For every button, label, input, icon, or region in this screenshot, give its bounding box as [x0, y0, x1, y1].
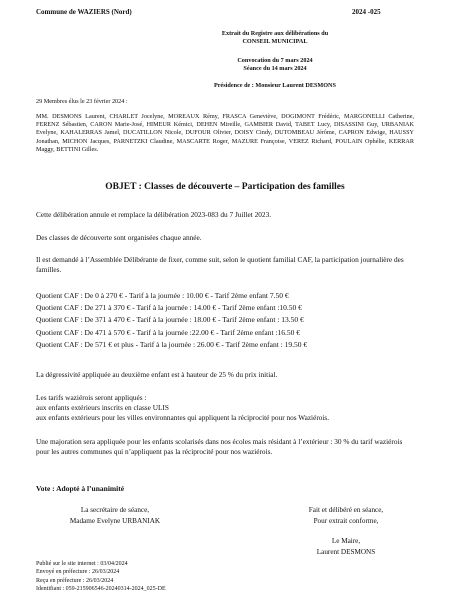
secretary-title: La secrétaire de séance,	[80, 506, 150, 514]
mayor-signature-block	[286, 505, 406, 557]
paragraph-demande: Il est demandé à l’Assemblée Délibérante de fixer, comme suit, selon le quotient familial CAF, la participation journalière des familles.	[36, 255, 404, 274]
received-date: Reçu en préfecture : 26/03/2024	[36, 577, 114, 584]
secretary-name: Madame Evelyne URBANIAK	[69, 516, 161, 525]
presidence-line: Présidence de : Monsieur Laurent DESMONS	[214, 82, 336, 89]
quotient-list	[36, 290, 307, 351]
extract-line-1: Extrait du Registre aux délibérations du	[221, 30, 329, 37]
paragraph-tarifs	[36, 393, 414, 423]
quotient-row: Quotient CAF : De 371 à 470 € - Tarif à la journée : 18.00 € - Tarif 2ème enfant : 13.50 €	[36, 315, 304, 325]
published-date: Publié sur le site internet : 03/04/2024	[36, 561, 128, 567]
members-list: MM. DESMONS Laurent, CHARLET Jocelyne, MOREAUX Rémy, FRASCA Geneviève, DOGIMONT Frédéric, MARGONELLI Catherine, FERENZ Sébastien, CARON Marie-José, HIMEUR Kémici, DEHEN Mireille, GAMBIER David, TABET Lucy, DISASSINI Guy, URBANIAK Evelyne, KAHALERRAS Jamel, DUCATILLON Nicole, DUFOUR Olivier, DOISY Cindy, DUTOMBEAU Jérôme, CAPRON Edwige, HAUSSY Jonathan, MICHON Jacques, PARNETZKI Claudine, MASCARTE Roger, MAZURE Françoise, VEREZ Richard, POULAIN Ophélie, KERRAR Maggy, BETTINI Gilles.	[36, 113, 414, 153]
secretary-signature-block	[60, 505, 170, 526]
quotient-row: Quotient CAF : De 471 à 570 € - Tarif à la journée :22.00 € - Tarif 2ème enfant :16.50 €	[36, 327, 301, 337]
quotient-row: Quotient CAF : De 0 à 270 € - Tarif à la journée : 10.00 € - Tarif 2ème enfant 7.50 €	[36, 291, 289, 300]
paragraph-majoration: Une majoration sera appliquée pour les enfants scolarisés dans nos écoles mais résidant à l’extérieur : 30 % du tarif waziérois pour les autres communes qui n’appliquent pas la réciprocité pour nos waziérois.	[36, 437, 403, 456]
tarifs-reciprocite: aux enfants extérieurs pour les villes environnantes qui appliquent la réciprocité pour nos Waziérois.	[36, 413, 330, 422]
transmission-footer	[36, 560, 166, 593]
convocation-date: Convocation du 7 mars 2024	[237, 57, 313, 64]
commune-name: Commune de WAZIERS (Nord)	[36, 8, 132, 16]
seance-date: Séance du 14 mars 2024	[243, 65, 307, 72]
paragraph-annule: Cette délibération annule et remplace la délibération 2023-083 du 7 Juillet 2023.	[36, 210, 272, 219]
act-identifier: Identifiant : 059-215906546-20240314-2024_025-DE	[36, 585, 166, 592]
paragraph-degressivite: La dégressivité appliquée au deuxième enfant est à hauteur de 25 % du prix initial.	[36, 370, 278, 379]
objet-title: OBJET : Classes de découverte – Participation des familles	[105, 182, 345, 192]
deliberation-reference: 2024 -025	[352, 8, 381, 16]
mayor-title: Le Maire,	[331, 537, 361, 545]
fait-delibere: Fait et délibéré en séance,	[308, 506, 384, 514]
sent-date: Envoyé en préfecture : 26/03/2024	[36, 569, 120, 576]
mayor-name: Laurent DESMONS	[316, 547, 376, 556]
quotient-row: Quotient CAF : De 571 € et plus - Tarif à la journée : 26.00 € - Tarif 2ème enfant : 19.50 €	[36, 339, 308, 349]
members-count: 29 Membres élus le 23 février 2024 :	[36, 98, 128, 105]
meeting-dates	[150, 57, 400, 73]
paragraph-classes: Des classes de découverte sont organisées chaque année.	[36, 233, 202, 242]
extrait-conforme: Pour extrait conforme,	[313, 516, 379, 525]
tarifs-intro: Les tarifs waziérois seront appliqués :	[36, 393, 147, 402]
tarifs-ulis: aux enfants extérieurs inscrits en classe ULIS	[36, 403, 169, 412]
vote-result: Vote : Adopté à l’unanimité	[36, 484, 125, 493]
register-extract-title	[150, 30, 400, 46]
extract-line-2: CONSEIL MUNICIPAL	[242, 38, 308, 45]
quotient-row: Quotient CAF : De 271 à 370 € - Tarif à la journée : 14.00 € - Tarif 2ème enfant :10.50 €	[36, 303, 302, 313]
